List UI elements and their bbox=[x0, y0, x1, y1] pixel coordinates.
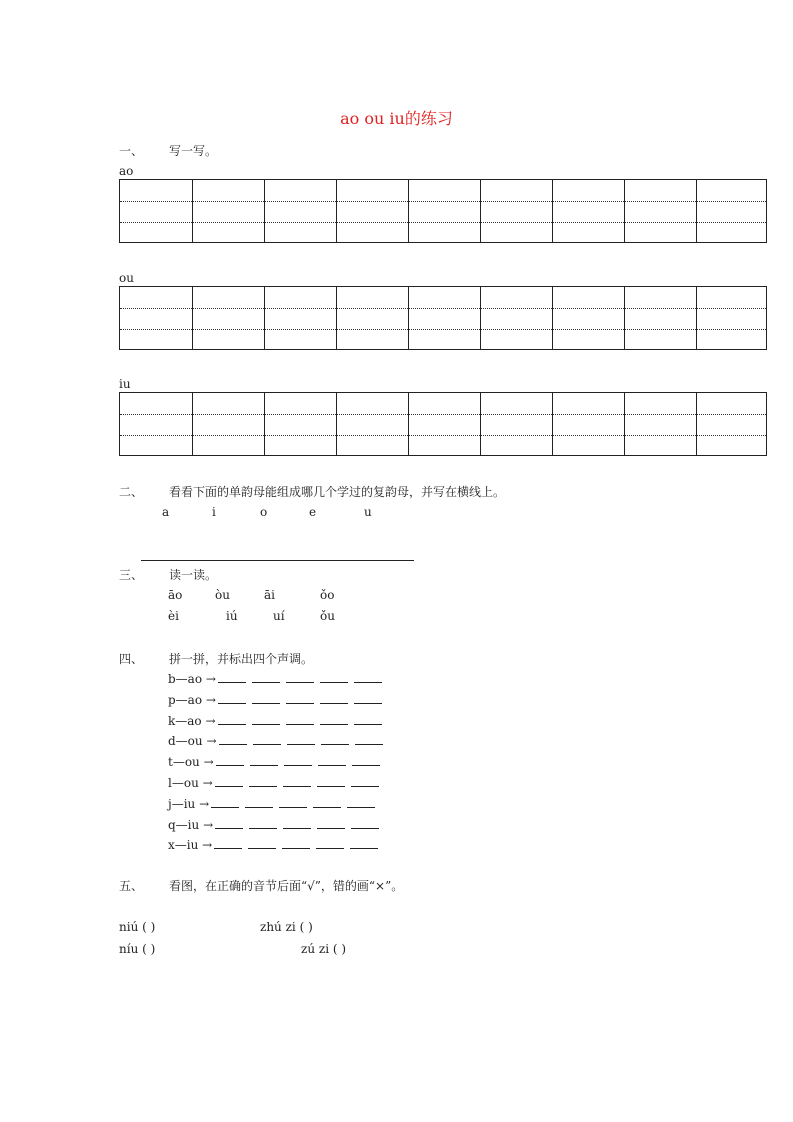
grid-column-line bbox=[336, 180, 337, 242]
grid-column-line bbox=[696, 180, 697, 242]
answer-blank[interactable] bbox=[214, 836, 242, 849]
reading-syllable: ǒo bbox=[320, 588, 335, 602]
grid-guide-line bbox=[120, 308, 766, 309]
answer-blank[interactable] bbox=[354, 670, 382, 683]
grid-column-line bbox=[408, 393, 409, 455]
answer-blank[interactable] bbox=[218, 691, 246, 704]
answer-blank[interactable] bbox=[352, 753, 380, 766]
page-title: ao ou iu的练习 bbox=[340, 109, 453, 128]
grid-column-line bbox=[624, 287, 625, 349]
grid-column-line bbox=[552, 287, 553, 349]
answer-blank[interactable] bbox=[252, 712, 280, 725]
grid-column-line bbox=[480, 393, 481, 455]
spelling-row bbox=[168, 691, 382, 707]
grid-column-line bbox=[408, 180, 409, 242]
grid-column-line bbox=[696, 393, 697, 455]
answer-blank[interactable] bbox=[252, 670, 280, 683]
judge-item-niu-2[interactable]: níu ( ) bbox=[119, 942, 156, 956]
answer-line[interactable] bbox=[141, 560, 414, 561]
answer-blank[interactable] bbox=[253, 732, 281, 745]
answer-blank[interactable] bbox=[350, 836, 378, 849]
section-1-instruction: 写一写。 bbox=[169, 144, 218, 158]
judge-item-niu-1[interactable]: niú ( ) bbox=[119, 920, 156, 934]
judge-item-zhuzi[interactable]: zhú zi ( ) bbox=[260, 920, 313, 934]
grid-column-line bbox=[192, 287, 193, 349]
spelling-prompt: p—ao → bbox=[168, 692, 216, 707]
answer-blank[interactable] bbox=[351, 774, 379, 787]
answer-blank[interactable] bbox=[320, 691, 348, 704]
answer-blank[interactable] bbox=[249, 774, 277, 787]
spelling-row bbox=[168, 836, 378, 852]
reading-syllable: ǒu bbox=[320, 609, 335, 623]
reading-syllable: iú bbox=[226, 609, 238, 623]
grid-column-line bbox=[336, 287, 337, 349]
answer-blank[interactable] bbox=[317, 816, 345, 829]
answer-blank[interactable] bbox=[318, 753, 346, 766]
spelling-prompt: t—ou → bbox=[168, 755, 214, 770]
grid-label-ao: ao bbox=[119, 164, 134, 178]
spelling-row bbox=[168, 670, 382, 686]
spelling-row bbox=[168, 816, 379, 832]
answer-blank[interactable] bbox=[283, 774, 311, 787]
section-3-instruction: 读一读。 bbox=[169, 568, 218, 582]
grid-guide-line bbox=[120, 201, 766, 202]
answer-blank[interactable] bbox=[287, 732, 315, 745]
grid-label-iu: iu bbox=[119, 377, 131, 391]
grid-column-line bbox=[696, 287, 697, 349]
answer-blank[interactable] bbox=[286, 691, 314, 704]
grid-column-line bbox=[192, 180, 193, 242]
answer-blank[interactable] bbox=[316, 836, 344, 849]
answer-blank[interactable] bbox=[245, 795, 273, 808]
reading-syllable: òu bbox=[215, 588, 230, 602]
spelling-prompt: l—ou → bbox=[168, 776, 213, 790]
answer-blank[interactable] bbox=[250, 753, 278, 766]
grid-column-line bbox=[624, 180, 625, 242]
answer-blank[interactable] bbox=[248, 836, 276, 849]
spelling-prompt: d—ou → bbox=[168, 734, 217, 749]
vowel-letter: e bbox=[309, 505, 317, 519]
section-3-number: 三、 bbox=[119, 568, 144, 582]
grid-guide-line bbox=[120, 414, 766, 415]
writing-grid-iu[interactable] bbox=[119, 392, 767, 456]
grid-guide-line bbox=[120, 329, 766, 330]
answer-blank[interactable] bbox=[317, 774, 345, 787]
answer-blank[interactable] bbox=[347, 795, 375, 808]
vowel-letter: i bbox=[212, 505, 216, 519]
answer-blank[interactable] bbox=[211, 795, 239, 808]
grid-guide-line bbox=[120, 435, 766, 436]
grid-column-line bbox=[552, 180, 553, 242]
answer-blank[interactable] bbox=[320, 670, 348, 683]
answer-blank[interactable] bbox=[354, 712, 382, 725]
reading-syllable: èi bbox=[168, 609, 179, 623]
grid-column-line bbox=[552, 393, 553, 455]
answer-blank[interactable] bbox=[252, 691, 280, 704]
answer-blank[interactable] bbox=[286, 712, 314, 725]
section-5-instruction: 看图，在正确的音节后面“√”，错的画“×”。 bbox=[169, 879, 404, 893]
grid-column-line bbox=[192, 393, 193, 455]
spelling-row bbox=[168, 732, 383, 748]
answer-blank[interactable] bbox=[215, 774, 243, 787]
section-4-number: 四、 bbox=[119, 652, 144, 666]
grid-column-line bbox=[480, 287, 481, 349]
vowel-letter: u bbox=[364, 505, 372, 519]
answer-blank[interactable] bbox=[354, 691, 382, 704]
answer-blank[interactable] bbox=[279, 795, 307, 808]
grid-column-line bbox=[624, 393, 625, 455]
answer-blank[interactable] bbox=[283, 816, 311, 829]
answer-blank[interactable] bbox=[219, 732, 247, 745]
answer-blank[interactable] bbox=[351, 816, 379, 829]
spelling-row bbox=[168, 795, 375, 811]
grid-column-line bbox=[264, 180, 265, 242]
answer-blank[interactable] bbox=[321, 732, 349, 745]
section-5-number: 五、 bbox=[119, 879, 144, 893]
spelling-prompt: b—ao → bbox=[168, 672, 216, 686]
reading-syllable: āo bbox=[168, 588, 183, 602]
spelling-prompt: k—ao → bbox=[168, 713, 216, 728]
spelling-prompt: j—iu → bbox=[168, 796, 210, 811]
section-2-instruction: 看看下面的单韵母能组成哪几个学过的复韵母，并写在横线上。 bbox=[169, 485, 506, 499]
answer-blank[interactable] bbox=[355, 732, 383, 745]
answer-blank[interactable] bbox=[320, 712, 348, 725]
reading-syllable: āi bbox=[264, 588, 275, 602]
vowel-letter: o bbox=[260, 505, 268, 519]
grid-column-line bbox=[264, 393, 265, 455]
spelling-row bbox=[168, 774, 379, 790]
writing-grid-ou[interactable] bbox=[119, 286, 767, 350]
grid-label-ou: ou bbox=[119, 271, 134, 285]
section-4-instruction: 拼一拼，并标出四个声调。 bbox=[169, 652, 314, 666]
writing-grid-ao[interactable] bbox=[119, 179, 767, 243]
section-2-number: 二、 bbox=[119, 485, 144, 499]
answer-blank[interactable] bbox=[313, 795, 341, 808]
answer-blank[interactable] bbox=[286, 670, 314, 683]
answer-blank[interactable] bbox=[249, 816, 277, 829]
spelling-row bbox=[168, 753, 380, 769]
grid-column-line bbox=[408, 287, 409, 349]
spelling-row bbox=[168, 712, 382, 728]
vowel-letter: a bbox=[162, 505, 170, 519]
answer-blank[interactable] bbox=[218, 670, 246, 683]
reading-syllable: uí bbox=[273, 609, 285, 623]
spelling-prompt: q—iu → bbox=[168, 817, 214, 832]
spelling-prompt: x—iu → bbox=[168, 838, 213, 853]
answer-blank[interactable] bbox=[216, 753, 244, 766]
grid-guide-line bbox=[120, 222, 766, 223]
grid-column-line bbox=[264, 287, 265, 349]
answer-blank[interactable] bbox=[218, 712, 246, 725]
answer-blank[interactable] bbox=[284, 753, 312, 766]
grid-column-line bbox=[336, 393, 337, 455]
grid-column-line bbox=[480, 180, 481, 242]
judge-item-zuzi[interactable]: zú zi ( ) bbox=[301, 942, 347, 956]
answer-blank[interactable] bbox=[215, 816, 243, 829]
section-1-number: 一、 bbox=[119, 144, 144, 158]
answer-blank[interactable] bbox=[282, 836, 310, 849]
